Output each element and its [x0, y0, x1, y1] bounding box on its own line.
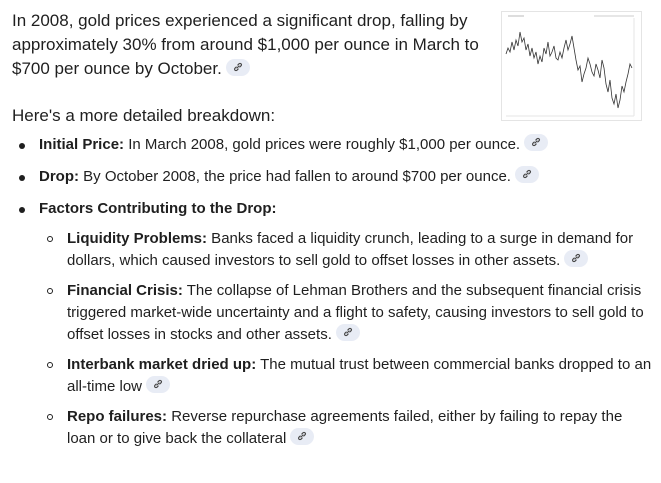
- list-item: [12, 134, 652, 156]
- link-icon: [233, 62, 243, 72]
- sub-list-item: [39, 280, 652, 346]
- source-link-chip[interactable]: [290, 428, 314, 445]
- sub-item-text: Reverse repurchase agreements failed, either by failing to repay the loan or to give back the collateral: [67, 408, 623, 447]
- sub-list-item: [39, 406, 652, 450]
- item-label: Factors Contributing to the Drop:: [39, 200, 277, 217]
- source-link-chip[interactable]: [564, 250, 588, 267]
- link-icon: [343, 327, 353, 337]
- sub-item-label: Financial Crisis:: [67, 282, 183, 299]
- source-link-chip[interactable]: [515, 166, 539, 183]
- source-link-chip[interactable]: [524, 134, 548, 151]
- sub-item-label: Liquidity Problems:: [67, 230, 208, 247]
- link-icon: [571, 253, 581, 263]
- breakdown-list: [12, 134, 652, 460]
- list-item: [12, 166, 652, 188]
- link-icon: [531, 137, 541, 147]
- intro-paragraph: [12, 9, 490, 81]
- sub-list-item: [39, 228, 652, 272]
- list-item: [12, 198, 652, 450]
- item-text: In March 2008, gold prices were roughly $1,000 per ounce.: [124, 136, 521, 153]
- breakdown-heading: Here's a more detailed breakdown:: [12, 106, 276, 125]
- sub-item-label: Interbank market dried up:: [67, 356, 257, 373]
- item-label: Drop:: [39, 168, 79, 185]
- link-icon: [522, 169, 532, 179]
- factors-sublist: [39, 228, 652, 450]
- item-text: By October 2008, the price had fallen to around $700 per ounce.: [79, 168, 511, 185]
- link-icon: [297, 431, 307, 441]
- source-link-chip[interactable]: [336, 324, 360, 341]
- sub-item-label: Repo failures:: [67, 408, 168, 425]
- item-label: Initial Price:: [39, 136, 125, 153]
- link-icon: [153, 379, 163, 389]
- source-link-chip[interactable]: [226, 59, 250, 76]
- source-link-chip[interactable]: [146, 376, 170, 393]
- sub-item-text: The mutual trust between commercial banks dropped to an all-time low: [67, 356, 652, 395]
- sub-list-item: [39, 354, 652, 398]
- intro-text: In 2008, gold prices experienced a significant drop, falling by approximately 30% from around $1,000 per ounce in March to $700 per ounce by October.: [12, 11, 479, 78]
- sub-item-text: Banks faced a liquidity crunch, leading to a surge in demand for dollars, which caused investors to sell gold to offset losses in other assets.: [67, 230, 634, 269]
- sub-item-text: The collapse of Lehman Brothers and the subsequent financial crisis triggered market-wide uncertainty and a flight to safety, causing investors to sell gold to offset losses in stocks and other assets.: [67, 282, 644, 343]
- gold-price-chart-thumbnail[interactable]: [501, 11, 642, 121]
